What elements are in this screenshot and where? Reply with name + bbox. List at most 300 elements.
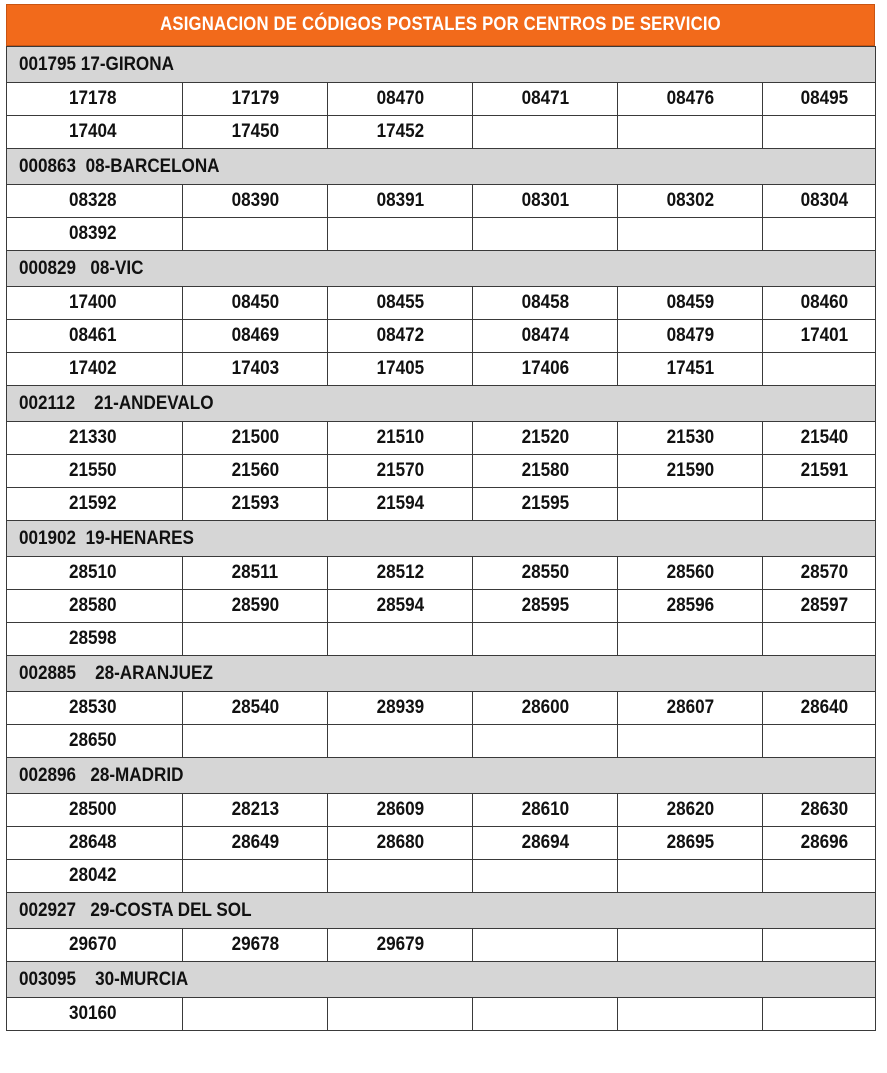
postal-code-value-wrap <box>328 223 472 245</box>
center-header-label: 002896 28-MADRID <box>19 764 184 786</box>
postal-code-cell <box>763 185 876 218</box>
postal-code-value-wrap <box>7 832 182 854</box>
postal-code-cell <box>763 929 876 962</box>
postal-code-value-wrap <box>618 697 762 719</box>
postal-code-value-wrap <box>763 832 875 854</box>
postal-code: 21330 <box>69 427 117 448</box>
postal-code-value-wrap <box>618 628 762 650</box>
center-header-cell <box>7 251 876 287</box>
postal-code: 28600 <box>521 697 569 718</box>
postal-code: 28580 <box>69 595 117 616</box>
postal-code-value-wrap <box>763 628 875 650</box>
postal-code-cell <box>328 827 473 860</box>
postal-code-cell <box>7 353 183 386</box>
postal-code-cell <box>763 488 876 521</box>
postal-code-cell <box>7 590 183 623</box>
postal-code-cell <box>618 83 763 116</box>
postal-code-value-wrap <box>473 460 617 482</box>
postal-code-value-wrap <box>7 121 182 143</box>
center-header-row <box>7 893 876 929</box>
postal-code-row <box>7 488 876 521</box>
postal-code-cell <box>763 422 876 455</box>
postal-code: 08474 <box>521 325 569 346</box>
postal-code-cell <box>7 557 183 590</box>
postal-code-value-wrap <box>473 832 617 854</box>
postal-code: 17400 <box>69 292 117 313</box>
postal-code-cell <box>183 860 328 893</box>
postal-code: 21550 <box>69 460 117 481</box>
postal-code-row <box>7 860 876 893</box>
postal-code: 08469 <box>231 325 279 346</box>
postal-code-value-wrap <box>328 190 472 212</box>
postal-code-cell <box>763 455 876 488</box>
postal-code-cell <box>473 725 618 758</box>
postal-code: 17401 <box>800 325 848 346</box>
postal-code: 17178 <box>69 88 117 109</box>
postal-code-value-wrap <box>7 358 182 380</box>
postal-code-value-wrap <box>618 292 762 314</box>
postal-code: 28594 <box>376 595 424 616</box>
postal-code-cell <box>183 83 328 116</box>
postal-code-value-wrap <box>7 730 182 752</box>
postal-code-value-wrap <box>328 562 472 584</box>
postal-code-cell <box>328 725 473 758</box>
postal-code-value-wrap <box>473 190 617 212</box>
postal-code-cell <box>328 287 473 320</box>
postal-code-cell <box>7 692 183 725</box>
postal-code-row <box>7 83 876 116</box>
postal-code: 17406 <box>521 358 569 379</box>
postal-code-value-wrap <box>183 730 327 752</box>
postal-code: 28595 <box>521 595 569 616</box>
postal-code-value-wrap <box>183 325 327 347</box>
postal-code-cell <box>618 557 763 590</box>
postal-code: 17451 <box>666 358 714 379</box>
postal-code-value-wrap <box>763 730 875 752</box>
postal-code: 17450 <box>231 121 279 142</box>
postal-code-cell <box>7 218 183 251</box>
postal-code-row <box>7 218 876 251</box>
center-header-label: 002927 29-COSTA DEL SOL <box>19 899 252 921</box>
postal-code: 28530 <box>69 697 117 718</box>
postal-code-row <box>7 116 876 149</box>
postal-code-cell <box>7 320 183 353</box>
postal-code-value-wrap <box>328 292 472 314</box>
postal-code-value-wrap <box>618 223 762 245</box>
postal-code-cell <box>473 929 618 962</box>
postal-code: 28696 <box>800 832 848 853</box>
postal-code-value-wrap <box>328 1003 472 1025</box>
postal-code: 21594 <box>376 493 424 514</box>
postal-code-value-wrap <box>7 562 182 584</box>
postal-code-cell <box>763 692 876 725</box>
postal-code-value-wrap <box>473 799 617 821</box>
postal-code: 08472 <box>376 325 424 346</box>
postal-code-value-wrap <box>7 190 182 212</box>
postal-code: 28694 <box>521 832 569 853</box>
postal-code-row <box>7 794 876 827</box>
document-title: ASIGNACION DE CÓDIGOS POSTALES POR CENTROS DE SERVICIO <box>59 5 822 45</box>
postal-code-cell <box>328 557 473 590</box>
postal-code-value-wrap <box>183 121 327 143</box>
postal-code-cell <box>7 623 183 656</box>
postal-code-cell <box>618 827 763 860</box>
center-header-row <box>7 47 876 83</box>
postal-code: 08470 <box>376 88 424 109</box>
postal-code-value-wrap <box>7 427 182 449</box>
postal-code: 21593 <box>231 493 279 514</box>
postal-code-cell <box>618 794 763 827</box>
postal-code: 29679 <box>376 934 424 955</box>
postal-code-value-wrap <box>618 358 762 380</box>
postal-code-cell <box>328 218 473 251</box>
postal-code: 17404 <box>69 121 117 142</box>
postal-code-value-wrap <box>7 460 182 482</box>
postal-code: 28512 <box>376 562 424 583</box>
postal-code-cell <box>183 488 328 521</box>
postal-code-cell <box>618 116 763 149</box>
postal-code: 21540 <box>800 427 848 448</box>
postal-code-value-wrap <box>763 799 875 821</box>
postal-code-value-wrap <box>7 934 182 956</box>
postal-code-row <box>7 557 876 590</box>
postal-code-value-wrap <box>183 865 327 887</box>
postal-code-cell <box>473 218 618 251</box>
postal-code: 28598 <box>69 628 117 649</box>
postal-code-value-wrap <box>183 799 327 821</box>
postal-code-value-wrap <box>763 88 875 110</box>
postal-code: 08455 <box>376 292 424 313</box>
postal-code-value-wrap <box>473 358 617 380</box>
postal-code-cell <box>183 692 328 725</box>
postal-code-value-wrap <box>183 493 327 515</box>
postal-code-value-wrap <box>7 595 182 617</box>
postal-code-cell <box>473 353 618 386</box>
center-header-row <box>7 149 876 185</box>
postal-code-cell <box>618 353 763 386</box>
postal-code-value-wrap <box>183 832 327 854</box>
postal-code-row <box>7 590 876 623</box>
postal-code-value-wrap <box>183 595 327 617</box>
postal-code-cell <box>763 557 876 590</box>
postal-code-value-wrap <box>328 865 472 887</box>
postal-code-value-wrap <box>328 325 472 347</box>
postal-code-value-wrap <box>618 427 762 449</box>
postal-code-cell <box>763 320 876 353</box>
postal-code-cell <box>618 422 763 455</box>
postal-code: 28596 <box>666 595 714 616</box>
postal-code-value-wrap <box>183 292 327 314</box>
postal-code-row <box>7 287 876 320</box>
postal-code-value-wrap <box>328 697 472 719</box>
postal-code-cell <box>618 929 763 962</box>
postal-code-cell <box>328 185 473 218</box>
postal-code-cell <box>473 557 618 590</box>
postal-code-cell <box>7 116 183 149</box>
postal-code: 21560 <box>231 460 279 481</box>
postal-code: 08461 <box>69 325 117 346</box>
postal-code-row <box>7 320 876 353</box>
postal-code-row <box>7 725 876 758</box>
postal-code-cell <box>473 623 618 656</box>
center-header-cell <box>7 893 876 929</box>
postal-code: 28648 <box>69 832 117 853</box>
postal-code-value-wrap <box>763 190 875 212</box>
postal-code-value-wrap <box>328 934 472 956</box>
postal-code: 08476 <box>666 88 714 109</box>
postal-code-cell <box>473 794 618 827</box>
postal-code: 28213 <box>231 799 279 820</box>
postal-code-cell <box>7 185 183 218</box>
postal-code-row <box>7 998 876 1031</box>
postal-code-cell <box>763 623 876 656</box>
postal-code: 21530 <box>666 427 714 448</box>
postal-code: 28620 <box>666 799 714 820</box>
postal-code-value-wrap <box>473 292 617 314</box>
postal-code-cell <box>328 455 473 488</box>
postal-code-cell <box>473 287 618 320</box>
postal-code-cell <box>328 794 473 827</box>
postal-code: 28560 <box>666 562 714 583</box>
postal-code-cell <box>328 998 473 1031</box>
center-header-cell <box>7 962 876 998</box>
postal-code-value-wrap <box>328 358 472 380</box>
postal-code-cell <box>618 623 763 656</box>
postal-code-cell <box>763 794 876 827</box>
postal-code-value-wrap <box>183 427 327 449</box>
postal-code-cell <box>183 623 328 656</box>
postal-code-cell <box>618 455 763 488</box>
postal-code-row <box>7 827 876 860</box>
postal-code-cell <box>763 116 876 149</box>
postal-code-table <box>6 46 876 1031</box>
postal-code: 17405 <box>376 358 424 379</box>
postal-code: 28590 <box>231 595 279 616</box>
postal-code-cell <box>183 287 328 320</box>
postal-code-value-wrap <box>763 325 875 347</box>
postal-code-cell <box>473 998 618 1031</box>
postal-code-value-wrap <box>763 934 875 956</box>
postal-code: 21591 <box>800 460 848 481</box>
postal-code-value-wrap <box>473 697 617 719</box>
postal-code-cell <box>7 827 183 860</box>
postal-code-cell <box>328 623 473 656</box>
postal-code-value-wrap <box>763 493 875 515</box>
postal-code-value-wrap <box>183 460 327 482</box>
postal-code-cell <box>328 590 473 623</box>
postal-code-value-wrap <box>763 460 875 482</box>
postal-code-cell <box>7 422 183 455</box>
postal-code-value-wrap <box>7 223 182 245</box>
postal-code-cell <box>183 827 328 860</box>
postal-code-cell <box>618 590 763 623</box>
postal-code: 28510 <box>69 562 117 583</box>
postal-code: 08390 <box>231 190 279 211</box>
postal-code-value-wrap <box>183 934 327 956</box>
postal-code-value-wrap <box>473 427 617 449</box>
postal-code-cell <box>7 455 183 488</box>
postal-code: 08391 <box>376 190 424 211</box>
table-body <box>7 47 876 1031</box>
center-header-label: 003095 30-MURCIA <box>19 968 189 990</box>
postal-code-value-wrap <box>763 292 875 314</box>
postal-code-cell <box>763 590 876 623</box>
postal-code: 08328 <box>69 190 117 211</box>
center-header-row <box>7 521 876 557</box>
postal-code-cell <box>7 794 183 827</box>
postal-code-value-wrap <box>618 325 762 347</box>
postal-code: 08459 <box>666 292 714 313</box>
postal-code-value-wrap <box>618 562 762 584</box>
postal-code-cell <box>328 929 473 962</box>
postal-code: 28939 <box>376 697 424 718</box>
postal-code-cell <box>183 218 328 251</box>
postal-code-cell <box>183 557 328 590</box>
postal-code: 28640 <box>800 697 848 718</box>
postal-code-value-wrap <box>473 865 617 887</box>
center-header-cell <box>7 656 876 692</box>
postal-code: 28630 <box>800 799 848 820</box>
postal-code-cell <box>473 320 618 353</box>
postal-code-value-wrap <box>183 1003 327 1025</box>
postal-code-cell <box>618 218 763 251</box>
postal-code: 21595 <box>521 493 569 514</box>
postal-code-row <box>7 929 876 962</box>
center-header-cell <box>7 521 876 557</box>
postal-code-cell <box>328 692 473 725</box>
postal-code-cell <box>7 725 183 758</box>
postal-code-value-wrap <box>7 88 182 110</box>
postal-code-value-wrap <box>183 223 327 245</box>
postal-code: 21500 <box>231 427 279 448</box>
postal-code-row <box>7 353 876 386</box>
postal-code-value-wrap <box>763 223 875 245</box>
postal-code-value-wrap <box>763 1003 875 1025</box>
postal-code-value-wrap <box>328 595 472 617</box>
postal-code-value-wrap <box>183 628 327 650</box>
postal-code-value-wrap <box>618 799 762 821</box>
postal-code: 21592 <box>69 493 117 514</box>
postal-code-value-wrap <box>7 697 182 719</box>
postal-code: 21510 <box>376 427 424 448</box>
postal-code-cell <box>183 116 328 149</box>
postal-code: 28610 <box>521 799 569 820</box>
postal-code-cell <box>183 185 328 218</box>
postal-code-value-wrap <box>328 832 472 854</box>
postal-code-cell <box>328 860 473 893</box>
postal-code-value-wrap <box>618 88 762 110</box>
postal-code-cell <box>7 998 183 1031</box>
postal-code-value-wrap <box>328 493 472 515</box>
postal-code-value-wrap <box>763 595 875 617</box>
postal-code-cell <box>183 422 328 455</box>
postal-code-value-wrap <box>618 595 762 617</box>
postal-code-value-wrap <box>763 427 875 449</box>
postal-code-cell <box>618 692 763 725</box>
postal-code: 17452 <box>376 121 424 142</box>
postal-code-cell <box>618 320 763 353</box>
postal-code-value-wrap <box>473 934 617 956</box>
center-header-row <box>7 962 876 998</box>
postal-code: 28550 <box>521 562 569 583</box>
postal-code-value-wrap <box>473 493 617 515</box>
postal-code-cell <box>763 353 876 386</box>
postal-code-value-wrap <box>328 427 472 449</box>
postal-code-value-wrap <box>7 292 182 314</box>
center-header-row <box>7 656 876 692</box>
postal-code: 08495 <box>800 88 848 109</box>
postal-code-row <box>7 692 876 725</box>
postal-code-cell <box>7 287 183 320</box>
postal-code-value-wrap <box>183 190 327 212</box>
center-header-row <box>7 758 876 794</box>
postal-code-value-wrap <box>473 730 617 752</box>
postal-code-cell <box>328 422 473 455</box>
postal-code-cell <box>473 590 618 623</box>
postal-code-value-wrap <box>473 223 617 245</box>
postal-code-cell <box>763 287 876 320</box>
postal-code-row <box>7 455 876 488</box>
postal-code-cell <box>473 488 618 521</box>
postal-code-value-wrap <box>618 934 762 956</box>
postal-code-value-wrap <box>7 865 182 887</box>
postal-code: 28597 <box>800 595 848 616</box>
postal-code-cell <box>473 827 618 860</box>
postal-code-cell <box>328 320 473 353</box>
postal-code: 08302 <box>666 190 714 211</box>
postal-code-cell <box>618 488 763 521</box>
postal-code-cell <box>183 794 328 827</box>
postal-code: 08458 <box>521 292 569 313</box>
postal-code-cell <box>183 590 328 623</box>
postal-code-value-wrap <box>328 799 472 821</box>
postal-code-cell <box>183 725 328 758</box>
postal-code-value-wrap <box>183 88 327 110</box>
postal-code-cell <box>183 320 328 353</box>
postal-code-cell <box>763 725 876 758</box>
postal-code: 28680 <box>376 832 424 853</box>
postal-code-value-wrap <box>183 562 327 584</box>
center-header-label: 002112 21-ANDEVALO <box>19 392 214 414</box>
center-header-label: 000863 08-BARCELONA <box>19 155 220 177</box>
postal-code-cell <box>618 725 763 758</box>
postal-code-cell <box>7 929 183 962</box>
postal-code-value-wrap <box>7 628 182 650</box>
postal-code-cell <box>183 929 328 962</box>
center-header-label: 002885 28-ARANJUEZ <box>19 662 213 684</box>
postal-code-value-wrap <box>618 121 762 143</box>
postal-code: 21570 <box>376 460 424 481</box>
postal-code: 17179 <box>231 88 279 109</box>
center-header-row <box>7 251 876 287</box>
postal-code-row <box>7 185 876 218</box>
postal-code-cell <box>763 860 876 893</box>
postal-code: 08304 <box>800 190 848 211</box>
postal-code-cell <box>473 860 618 893</box>
postal-code-value-wrap <box>183 358 327 380</box>
postal-code-cell <box>763 827 876 860</box>
postal-code-value-wrap <box>618 832 762 854</box>
postal-code-value-wrap <box>328 121 472 143</box>
postal-code-value-wrap <box>7 799 182 821</box>
postal-code-cell <box>618 860 763 893</box>
postal-code-value-wrap <box>473 628 617 650</box>
postal-code-cell <box>328 116 473 149</box>
postal-code: 30160 <box>69 1003 117 1024</box>
postal-code-value-wrap <box>473 88 617 110</box>
postal-code: 21580 <box>521 460 569 481</box>
postal-code-value-wrap <box>328 628 472 650</box>
